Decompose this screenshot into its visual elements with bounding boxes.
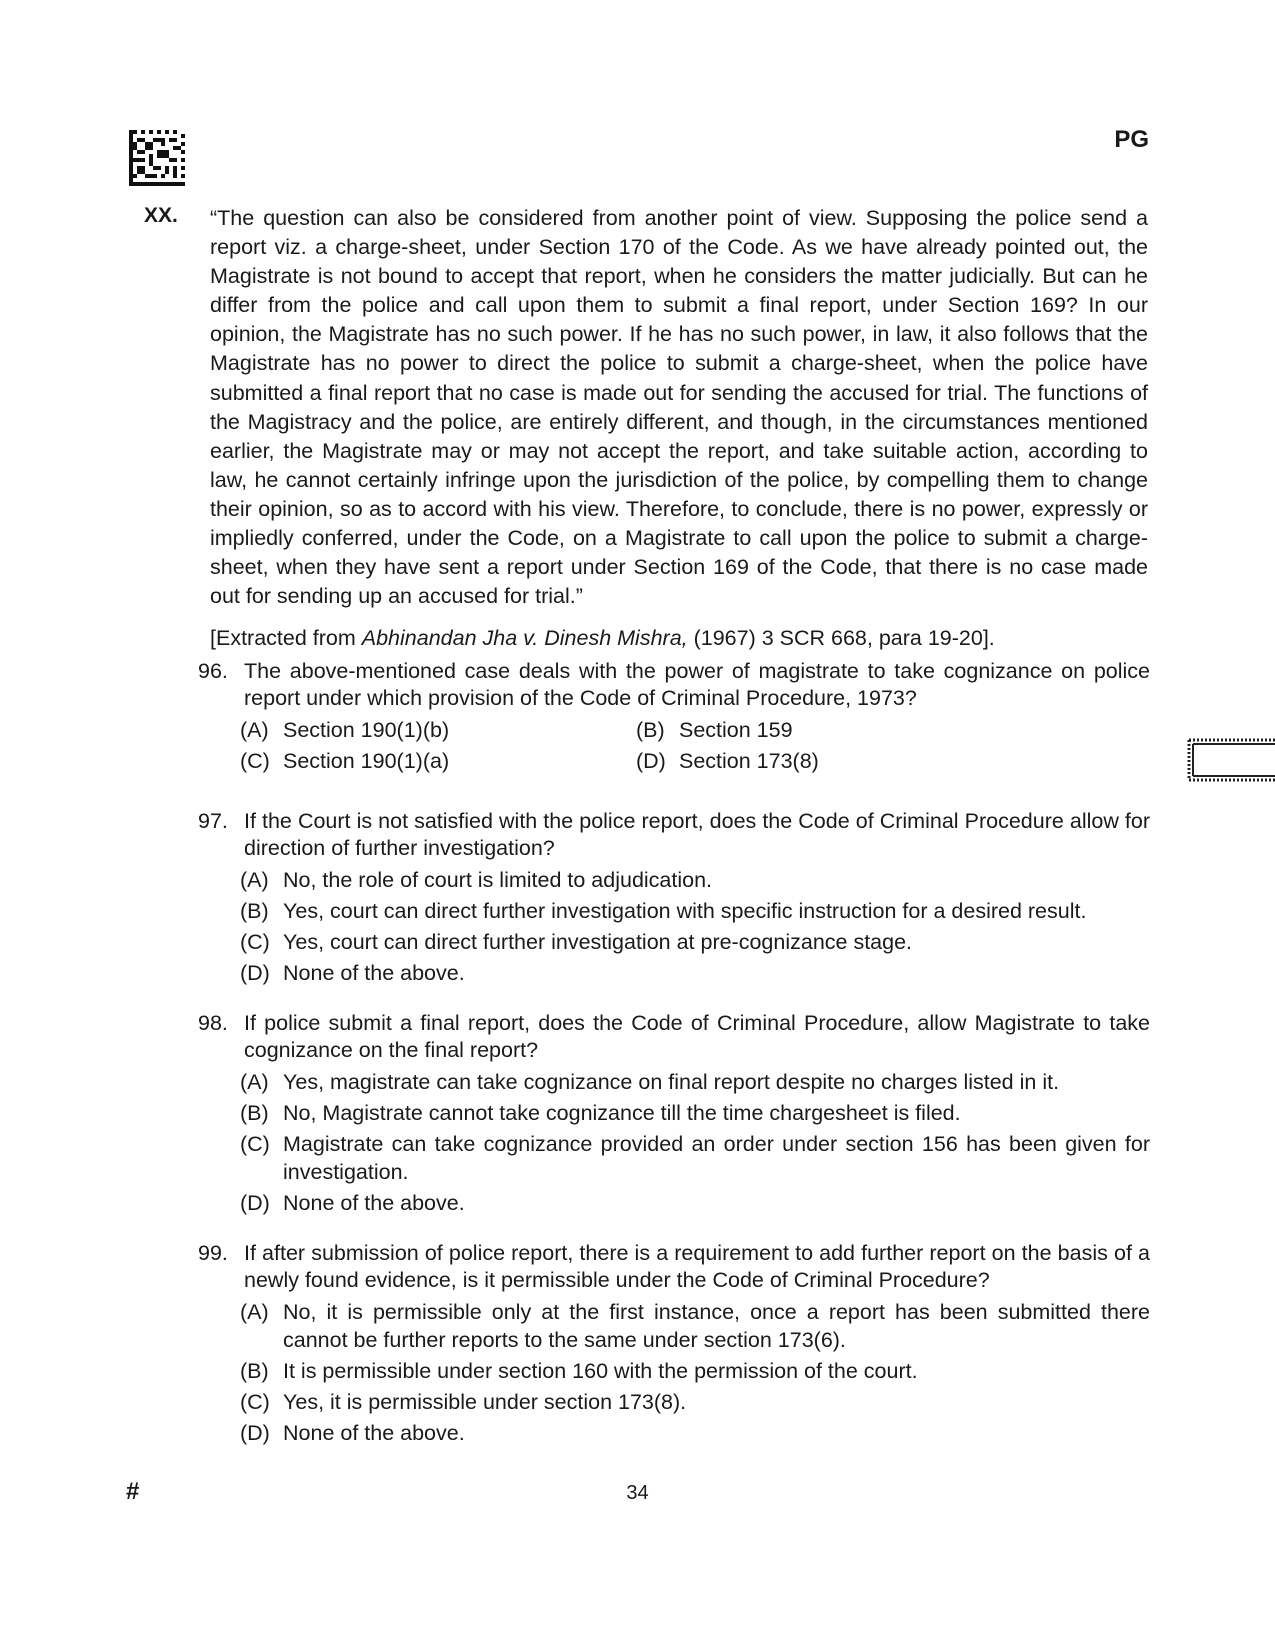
option-b <box>636 716 936 744</box>
datamatrix-code-icon <box>129 130 185 186</box>
option-letter: (D) <box>240 1191 270 1215</box>
option-letter: (A) <box>240 1070 269 1094</box>
option-text: None of the above. <box>283 1191 465 1215</box>
option-d <box>636 747 936 775</box>
option-d <box>240 1189 1150 1217</box>
question-number: 98. <box>198 1011 228 1035</box>
option-text: None of the above. <box>283 961 465 985</box>
option-letter: (B) <box>636 718 665 742</box>
question-97 <box>198 808 1150 990</box>
option-text: Yes, it is permissible under section 173(8). <box>283 1390 687 1414</box>
passage-text: “The question can also be considered from another point of view. Supposing the police send a report viz. a charge-sheet, under Section 170 of the Code. As we have already pointed out, the Magistrate is not bound to accept that report, when he considers the matter judicially. But can he differ from the police and call upon them to submit a final report, under Section 169? In our opinion, the Magistrate has no such power. If he has no such power, in law, it also follows that the Magistrate has no power to direct the police to submit a charge-sheet, when the police have submitted a final report that no case is made out for sending the accused for trial. The functions of the Magistracy and the police, are entirely different, and though, in the circumstances mentioned earlier, the Magistrate may or may not accept the report, and take suitable action, according to law, he cannot certainly infringe upon the jurisdiction of the police, by compelling them to change their opinion, so as to accord with his view. Therefore, to conclude, there is no power, expressly or impliedly conferred, under the Code, on a Magistrate to call upon the police to submit a charge-sheet, when they have sent a report under Section 169 of the Code, that there is no case made out for sending up an accused for trial.” <box>210 206 1148 609</box>
citation-case-name: Abhinandan Jha v. Dinesh Mishra, <box>361 626 688 650</box>
question-text: The above-mentioned case deals with the power of magistrate to take cognizance on police report under which provision of the Code of Criminal Procedure, 1973? <box>244 659 1150 710</box>
option-letter: (D) <box>240 961 270 985</box>
footer-hash-symbol: # <box>126 1478 140 1505</box>
question-text: If police submit a final report, does the Code of Criminal Procedure, allow Magistrate to take cognizance on the final report? <box>244 1011 1150 1062</box>
option-letter: (C) <box>240 930 270 954</box>
option-text: No, the role of court is limited to adjudication. <box>283 868 713 892</box>
question-99 <box>198 1240 1150 1450</box>
option-text: Yes, court can direct further investigation with specific instruction for a desired result. <box>283 899 1087 923</box>
option-text: Section 190(1)(b) <box>283 718 450 742</box>
question-number: 99. <box>198 1241 228 1265</box>
option-letter: (A) <box>240 868 269 892</box>
option-letter: (B) <box>240 899 269 923</box>
option-c <box>240 1388 1150 1416</box>
option-a <box>240 1068 1150 1096</box>
option-text: None of the above. <box>283 1421 465 1445</box>
option-letter: (A) <box>240 718 269 742</box>
option-b <box>240 1357 1150 1385</box>
option-text: Section 190(1)(a) <box>283 749 450 773</box>
option-letter: (A) <box>240 1300 269 1324</box>
question-96 <box>198 658 1150 775</box>
option-b <box>240 897 1150 925</box>
option-letter: (C) <box>240 749 270 773</box>
dotted-box-mark <box>1187 738 1275 782</box>
option-letter: (D) <box>636 749 666 773</box>
question-number: 97. <box>198 809 228 833</box>
option-text: Section 159 <box>679 718 793 742</box>
citation-suffix: (1967) 3 SCR 668, para 19-20]. <box>687 626 995 650</box>
option-text: It is permissible under section 160 with the permission of the court. <box>283 1359 918 1383</box>
option-letter: (C) <box>240 1132 270 1156</box>
option-a <box>240 866 1150 894</box>
option-d <box>240 1419 1150 1447</box>
option-text: Yes, magistrate can take cognizance on final report despite no charges listed in it. <box>283 1070 1060 1094</box>
option-letter: (D) <box>240 1421 270 1445</box>
question-number: 96. <box>198 659 228 683</box>
option-c <box>240 747 636 775</box>
option-a <box>240 1298 1150 1354</box>
question-98 <box>198 1010 1150 1220</box>
option-letter: (B) <box>240 1359 269 1383</box>
option-b <box>240 1099 1150 1127</box>
option-text: Yes, court can direct further investigation at pre-cognizance stage. <box>283 930 913 954</box>
citation-prefix: [Extracted from <box>210 626 362 650</box>
passage-label: XX. <box>144 204 178 227</box>
option-text: No, it is permissible only at the first instance, once a report has been submitted there cannot be further reports to the same under section 173(6). <box>283 1300 1150 1352</box>
passage-citation <box>210 624 1150 653</box>
option-letter: (C) <box>240 1390 270 1414</box>
option-c <box>240 928 1150 956</box>
option-c <box>240 1130 1150 1186</box>
question-text: If after submission of police report, there is a requirement to add further report on the basis of a newly found evidence, is it permissible under the Code of Criminal Procedure? <box>244 1241 1150 1292</box>
option-text: Magistrate can take cognizance provided an order under section 156 has been given for investigation. <box>283 1132 1150 1184</box>
option-d <box>240 959 1150 987</box>
option-letter: (B) <box>240 1101 269 1125</box>
option-a <box>240 716 636 744</box>
option-text: Section 173(8) <box>679 749 819 773</box>
paper-code: PG <box>1114 126 1149 153</box>
question-text: If the Court is not satisfied with the police report, does the Code of Criminal Procedure allow for direction of further investigation? <box>244 809 1150 860</box>
option-text: No, Magistrate cannot take cognizance till the time chargesheet is filed. <box>283 1101 961 1125</box>
page-number: 34 <box>626 1482 649 1504</box>
